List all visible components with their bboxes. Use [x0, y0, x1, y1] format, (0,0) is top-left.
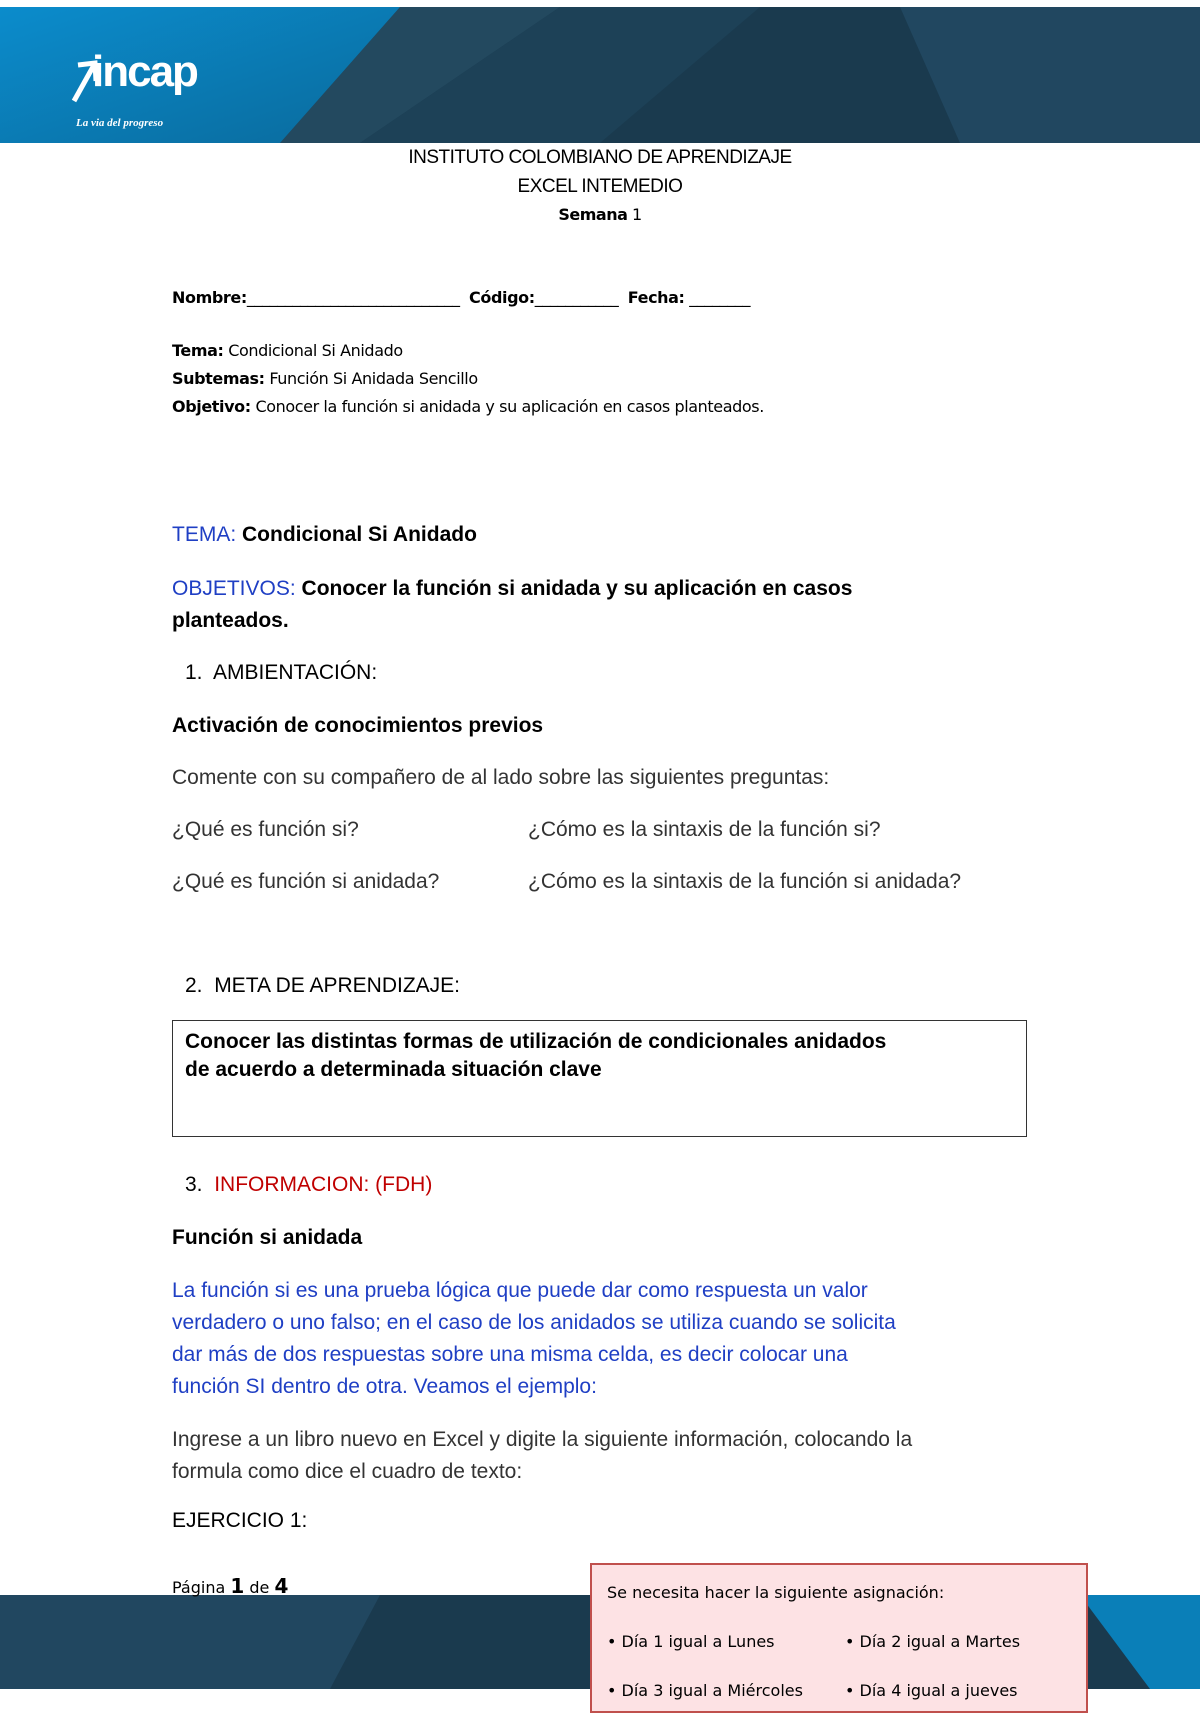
week-label: Semana — [558, 205, 628, 224]
topic-label: Tema: — [172, 341, 224, 360]
bullet-icon: • — [845, 1632, 855, 1651]
instruction-text — [172, 1424, 1042, 1488]
section-3-subheading — [172, 1226, 362, 1250]
subtopics-label: Subtemas: — [172, 369, 265, 388]
section-1-subheading-text: Activación de conocimientos previos — [172, 714, 544, 737]
question-3: ¿Qué es función si anidada? — [172, 870, 440, 893]
objetivos-line-2 — [172, 609, 289, 633]
section-2-number: 2. — [185, 974, 203, 997]
bullet-icon: • — [607, 1632, 617, 1651]
callout-item-text: Día 3 igual a Miércoles — [621, 1681, 803, 1700]
bullet-icon: • — [845, 1681, 855, 1700]
question-4: ¿Cómo es la sintaxis de la función si anidada? — [528, 870, 962, 893]
week-line — [0, 205, 1200, 224]
objetivos-line — [172, 577, 852, 601]
page-current: 1 — [230, 1574, 245, 1598]
bullet-icon: • — [607, 1681, 617, 1700]
page-total: 4 — [274, 1574, 289, 1598]
callout-item-text: Día 2 igual a Martes — [859, 1632, 1021, 1651]
code-label: Código: — [469, 288, 535, 307]
objetivos-value-1: Conocer la función si anidada y su aplicación en casos — [301, 577, 853, 600]
learning-goal-line-1: Conocer las distintas formas de utilización de condicionales anidados — [185, 1030, 887, 1053]
week-number: 1 — [631, 205, 642, 224]
callout-item-text: Día 4 igual a jueves — [859, 1681, 1018, 1700]
instruction-line: Ingrese a un libro nuevo en Excel y digite la siguiente información, colocando la — [172, 1428, 913, 1451]
section-1-title: AMBIENTACIÓN: — [213, 661, 378, 684]
objective-label: Objetivo: — [172, 397, 251, 416]
function-description — [172, 1275, 1042, 1403]
incap-logo — [70, 47, 200, 137]
section-2-heading — [185, 974, 460, 998]
section-1-heading — [185, 661, 377, 685]
learning-goal-line-2: de acuerdo a determinada situación clave — [185, 1058, 602, 1081]
section-3-subheading-text: Función si anidada — [172, 1226, 363, 1249]
exercise-title: EJERCICIO 1: — [172, 1509, 308, 1532]
tema-value: Condicional Si Anidado — [242, 523, 477, 546]
summary-topic — [172, 341, 403, 360]
summary-objective — [172, 397, 764, 416]
objetivos-label: OBJETIVOS: — [172, 577, 296, 600]
question-1: ¿Qué es función si? — [172, 818, 359, 841]
learning-goal-box — [172, 1020, 1027, 1137]
course-title: EXCEL INTEMEDIO — [517, 176, 683, 197]
page-number — [172, 1574, 288, 1598]
section-2-title: META DE APRENDIZAJE: — [214, 974, 461, 997]
callout-item — [607, 1681, 803, 1700]
summary-subtopics — [172, 369, 478, 388]
date-label: Fecha: — [627, 288, 685, 307]
function-description-line: verdadero o uno falso; en el caso de los anidados se utiliza cuando se solicita — [172, 1311, 896, 1334]
question-2: ¿Cómo es la sintaxis de la función si? — [528, 818, 881, 841]
topic-value: Condicional Si Anidado — [228, 341, 403, 360]
function-description-line: dar más de dos respuestas sobre una misma celda, es decir colocar una — [172, 1343, 848, 1366]
section-3-title: INFORMACION: (FDH) — [214, 1173, 433, 1196]
callout-title: Se necesita hacer la siguiente asignación: — [607, 1583, 945, 1602]
section-1-number: 1. — [185, 661, 203, 684]
section-3-number: 3. — [185, 1173, 203, 1196]
date-blank[interactable]: ________ — [689, 288, 751, 307]
callout-item — [845, 1632, 1020, 1651]
logo-tagline: La via del progreso — [76, 117, 164, 129]
code-blank[interactable]: ___________ — [534, 288, 619, 307]
logo-wordmark: incap — [92, 47, 197, 96]
page-of: de — [249, 1578, 270, 1597]
callout-item — [607, 1632, 775, 1651]
header-banner — [0, 7, 1200, 143]
assignment-callout — [590, 1563, 1088, 1713]
section-3-heading — [185, 1173, 432, 1197]
callout-item — [845, 1681, 1018, 1700]
name-blank[interactable]: ____________________________ — [246, 288, 460, 307]
name-label: Nombre: — [172, 288, 247, 307]
function-description-line: La función si es una prueba lógica que puede dar como respuesta un valor — [172, 1279, 868, 1302]
function-description-line: función SI dentro de otra. Veamos el ejemplo: — [172, 1375, 597, 1398]
objective-value: Conocer la función si anidada y su aplicación en casos planteados. — [255, 397, 764, 416]
tema-line — [172, 523, 477, 547]
objetivos-value-2: planteados. — [172, 609, 289, 632]
section-1-subheading — [172, 714, 543, 738]
callout-item-text: Día 1 igual a Lunes — [621, 1632, 775, 1651]
instruction-line: formula como dice el cuadro de texto: — [172, 1460, 523, 1483]
institute-title: INSTITUTO COLOMBIANO DE APRENDIZAJE — [408, 147, 792, 168]
student-fields — [172, 288, 750, 307]
section-1-intro: Comente con su compañero de al lado sobre las siguientes preguntas: — [172, 766, 830, 789]
tema-label: TEMA: — [172, 523, 237, 546]
subtopics-value: Función Si Anidada Sencillo — [269, 369, 478, 388]
page-label: Página — [172, 1578, 226, 1597]
